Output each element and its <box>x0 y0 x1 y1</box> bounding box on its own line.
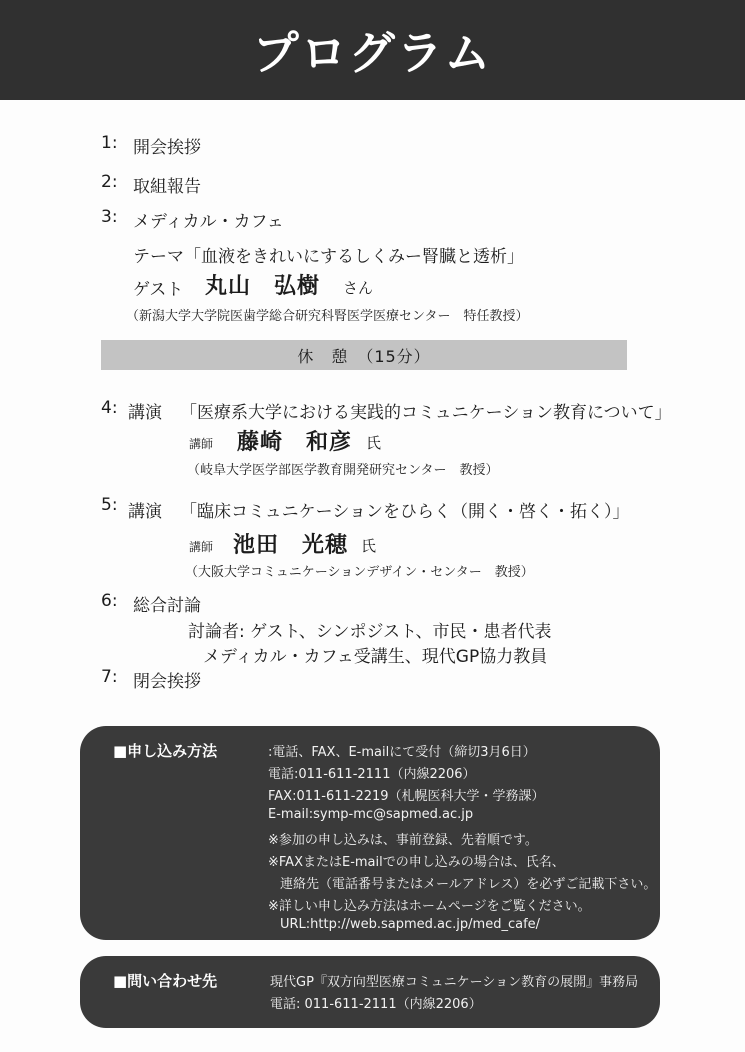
item-1-label: 開会挨拶 <box>133 138 201 158</box>
item-3-number: 3: <box>101 207 118 227</box>
application-phone: 電話:011-611-2111（内線2206） <box>268 767 476 782</box>
guest-name: 丸山 弘樹 <box>205 274 321 299</box>
item-1-number: 1: <box>101 133 118 153</box>
item-5-number: 5: <box>101 495 118 515</box>
item-3-label: メディカル・カフェ <box>133 212 284 232</box>
item-5-lecture-title: 「臨床コミュニケーションをひらく（開く・啓く・拓く）」 <box>180 502 630 522</box>
application-box <box>80 726 660 940</box>
item-7-label: 閉会挨拶 <box>133 672 201 692</box>
application-note-2: ※FAXまたはE-mailでの申し込みの場合は、氏名、 <box>268 855 565 870</box>
contact-phone: 電話: 011-611-2111（内線2206） <box>270 997 482 1012</box>
item-5-lecturer-honorific: 氏 <box>361 537 377 555</box>
item-4-lecturer-affiliation: （岐阜大学医学部医学教育開発研究センター 教授） <box>187 463 499 478</box>
page-title: プログラム <box>252 26 493 80</box>
item-2-label: 取組報告 <box>133 177 201 197</box>
item-4-number: 4: <box>101 398 118 418</box>
contact-title: ■問い合わせ先 <box>113 972 218 990</box>
item-4-label: 講演 <box>128 403 162 423</box>
item-4-lecture-title: 「医療系大学における実践的コミュニケーション教育について」 <box>180 403 672 423</box>
item-5-lecturer-affiliation: （大阪大学コミュニケーションデザイン・センター 教授） <box>185 565 534 580</box>
application-url[interactable]: URL:http://web.sapmed.ac.jp/med_cafe/ <box>280 917 541 932</box>
guest-label: ゲスト <box>133 280 184 300</box>
application-note-3: 連絡先（電話番号またはメールアドレス）を必ずご記載下さい。 <box>280 877 657 892</box>
application-email: E-mail:symp-mc@sapmed.ac.jp <box>268 807 474 822</box>
item-5-lecturer-label: 講師 <box>189 540 214 554</box>
application-note-1: ※参加の申し込みは、事前登録、先着順です。 <box>268 833 538 848</box>
item-4-lecturer-honorific: 氏 <box>366 434 382 452</box>
break-bar: 休 憩 （15分） <box>101 340 627 370</box>
item-2-number: 2: <box>101 172 118 192</box>
guest-affiliation: （新潟大学大学院医歯学総合研究科腎医学医療センター 特任教授） <box>126 309 529 324</box>
item-6-number: 6: <box>101 591 118 611</box>
application-note-4: ※詳しい申し込み方法はホームページをご覧ください。 <box>268 899 591 914</box>
item-5-label: 講演 <box>128 502 162 522</box>
contact-box <box>80 956 660 1028</box>
contact-office: 現代GP『双方向型医療コミュニケーション教育の展開』事務局 <box>270 975 639 990</box>
item-4-lecturer-label: 講師 <box>189 437 214 451</box>
panel-line-1: 討論者: ゲスト、シンポジスト、市民・患者代表 <box>188 622 552 642</box>
item-5-lecturer-name: 池田 光穂 <box>233 533 349 558</box>
panel-line-2: メディカル・カフェ受講生、現代GP協力教員 <box>203 647 548 667</box>
page-header <box>0 0 745 100</box>
item-7-number: 7: <box>101 667 118 687</box>
item-4-lecturer-name: 藤崎 和彦 <box>237 430 353 455</box>
guest-honorific: さん <box>343 279 374 297</box>
item-3-theme: テーマ「血液をきれいにするしくみー腎臓と透析」 <box>133 247 524 267</box>
application-title: ■申し込み方法 <box>113 742 218 760</box>
item-6-label: 総合討論 <box>133 596 201 616</box>
application-fax: FAX:011-611-2219（札幌医科大学・学務課） <box>268 789 545 804</box>
application-line-1: :電話、FAX、E-mailにて受付（締切3月6日） <box>268 745 536 760</box>
